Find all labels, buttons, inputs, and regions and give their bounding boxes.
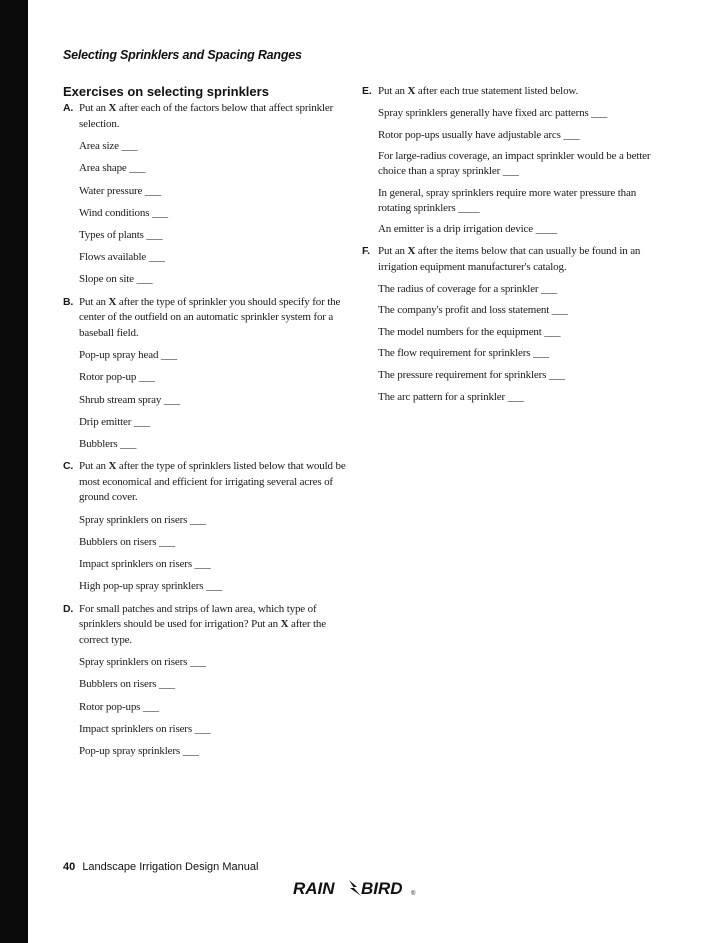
question-text-post: after each true statement listed below. (415, 85, 579, 97)
logo-text-bird: BIRD (361, 879, 403, 898)
question-text-post: after the correct type. (79, 618, 327, 646)
question-text-post: after the type of sprinkler you should specify for the center of the outfield on an automatic sprinkler system for a baseball field. (79, 295, 341, 339)
answer-item: The company's profit and loss statement ___ (378, 304, 568, 317)
answer-item: Spray sprinklers on risers ___ (79, 513, 206, 526)
question-x: X (407, 85, 416, 97)
answer-item: Water pressure ___ (79, 184, 161, 197)
running-head: Selecting Sprinklers and Spacing Ranges (63, 48, 302, 62)
answer-item: Bubblers on risers ___ (79, 536, 175, 548)
answer-item: Wind conditions ___ (79, 206, 168, 219)
answer-item: Rotor pop-ups ___ (79, 700, 159, 713)
question-text-post: after the type of sprinklers listed below that would be most economical and efficient for irrigating several acres of ground cover. (79, 460, 346, 504)
answer-item: High pop-up spray sprinklers ___ (79, 580, 223, 593)
manual-title: Landscape Irrigation Design Manual (82, 861, 259, 873)
question-letter: D. (63, 602, 74, 615)
answer-item: The model numbers for the equipment ___ (378, 325, 561, 338)
answer-list-d (63, 655, 348, 759)
question-x: X (108, 460, 117, 473)
answer-item: In general, spray sprinklers require more water pressure than rotating sprinklers ____ (378, 186, 637, 214)
answer-item: Spray sprinklers generally have fixed arc patterns ___ (378, 107, 608, 120)
answer-list-e (362, 106, 652, 237)
answer-item: The radius of coverage for a sprinkler ___ (378, 282, 558, 295)
answer-item: Rotor pop-ups usually have adjustable arcs ___ (378, 128, 580, 141)
page-footer (63, 861, 258, 873)
question-text-pre: Put an (378, 245, 408, 258)
answer-item: Impact sprinklers on risers ___ (79, 722, 211, 735)
answer-item: Types of plants ___ (79, 228, 163, 241)
question-x: X (108, 295, 117, 308)
answer-item: Bubblers ___ (79, 437, 137, 450)
question-text-pre: Put an (79, 102, 109, 114)
answer-item: The pressure requirement for sprinklers ___ (378, 369, 565, 382)
answer-list-a (63, 139, 348, 287)
logo-text-rain: RAIN (293, 879, 335, 898)
question-text-pre: Put an (79, 295, 109, 308)
answer-item: Drip emitter ___ (79, 415, 150, 428)
question-x: X (108, 102, 117, 114)
answer-item: For large-radius coverage, an impact sprinkler would be a better choice than a spray sprinkler ___ (378, 150, 651, 178)
question-x: X (407, 245, 416, 258)
question-d (63, 602, 348, 649)
answer-item: Spray sprinklers on risers ___ (79, 656, 206, 669)
question-text-post: after each of the factors below that affect sprinkler selection. (79, 102, 334, 130)
question-c (63, 459, 348, 506)
answer-item: Pop-up spray sprinklers ___ (79, 745, 199, 757)
question-text-pre: For small patches and strips of lawn area, which type of sprinklers should be used for irrigation? Put an (79, 602, 317, 631)
left-column (63, 84, 348, 759)
question-a (63, 101, 348, 132)
page-number: 40 (63, 861, 76, 873)
answer-item: The arc pattern for a sprinkler ___ (378, 390, 524, 403)
question-e (362, 84, 652, 100)
question-letter: B. (63, 295, 74, 308)
right-column (362, 84, 652, 405)
section-title: Exercises on selecting sprinklers (63, 84, 269, 99)
question-text-pre: Put an (378, 85, 408, 97)
answer-item: Area shape ___ (79, 162, 146, 175)
answer-item: Impact sprinklers on risers ___ (79, 558, 211, 571)
answer-item: Shrub stream spray ___ (79, 393, 180, 406)
question-text-post: after the items below that can usually be found in an irrigation equipment manufacturer's catalog. (378, 245, 641, 273)
answer-list-f (362, 282, 652, 405)
answer-item: Slope on site ___ (79, 273, 153, 286)
question-letter: A. (63, 102, 74, 114)
page-spine-bar (0, 0, 28, 943)
answer-item: Rotor pop-up ___ (79, 371, 155, 384)
answer-item: Bubblers on risers ___ (79, 678, 175, 691)
question-text-pre: Put an (79, 460, 109, 473)
question-letter: C. (63, 460, 74, 473)
rain-bird-logo (291, 876, 421, 900)
answer-item: Pop-up spray head ___ (79, 349, 177, 362)
answer-item: Flows available ___ (79, 251, 165, 264)
answer-item: An emitter is a drip irrigation device ____ (378, 223, 557, 236)
registered-mark: ® (411, 891, 416, 897)
bird-mark-icon (349, 880, 361, 896)
question-x: X (280, 618, 289, 631)
question-letter: F. (362, 245, 370, 258)
question-b (63, 295, 348, 342)
answer-item: The flow requirement for sprinklers ___ (378, 347, 550, 360)
answer-item: Area size ___ (79, 140, 138, 153)
question-letter: E. (362, 85, 372, 97)
question-f (362, 244, 652, 275)
answer-list-c (63, 513, 348, 595)
answer-list-b (63, 348, 348, 452)
